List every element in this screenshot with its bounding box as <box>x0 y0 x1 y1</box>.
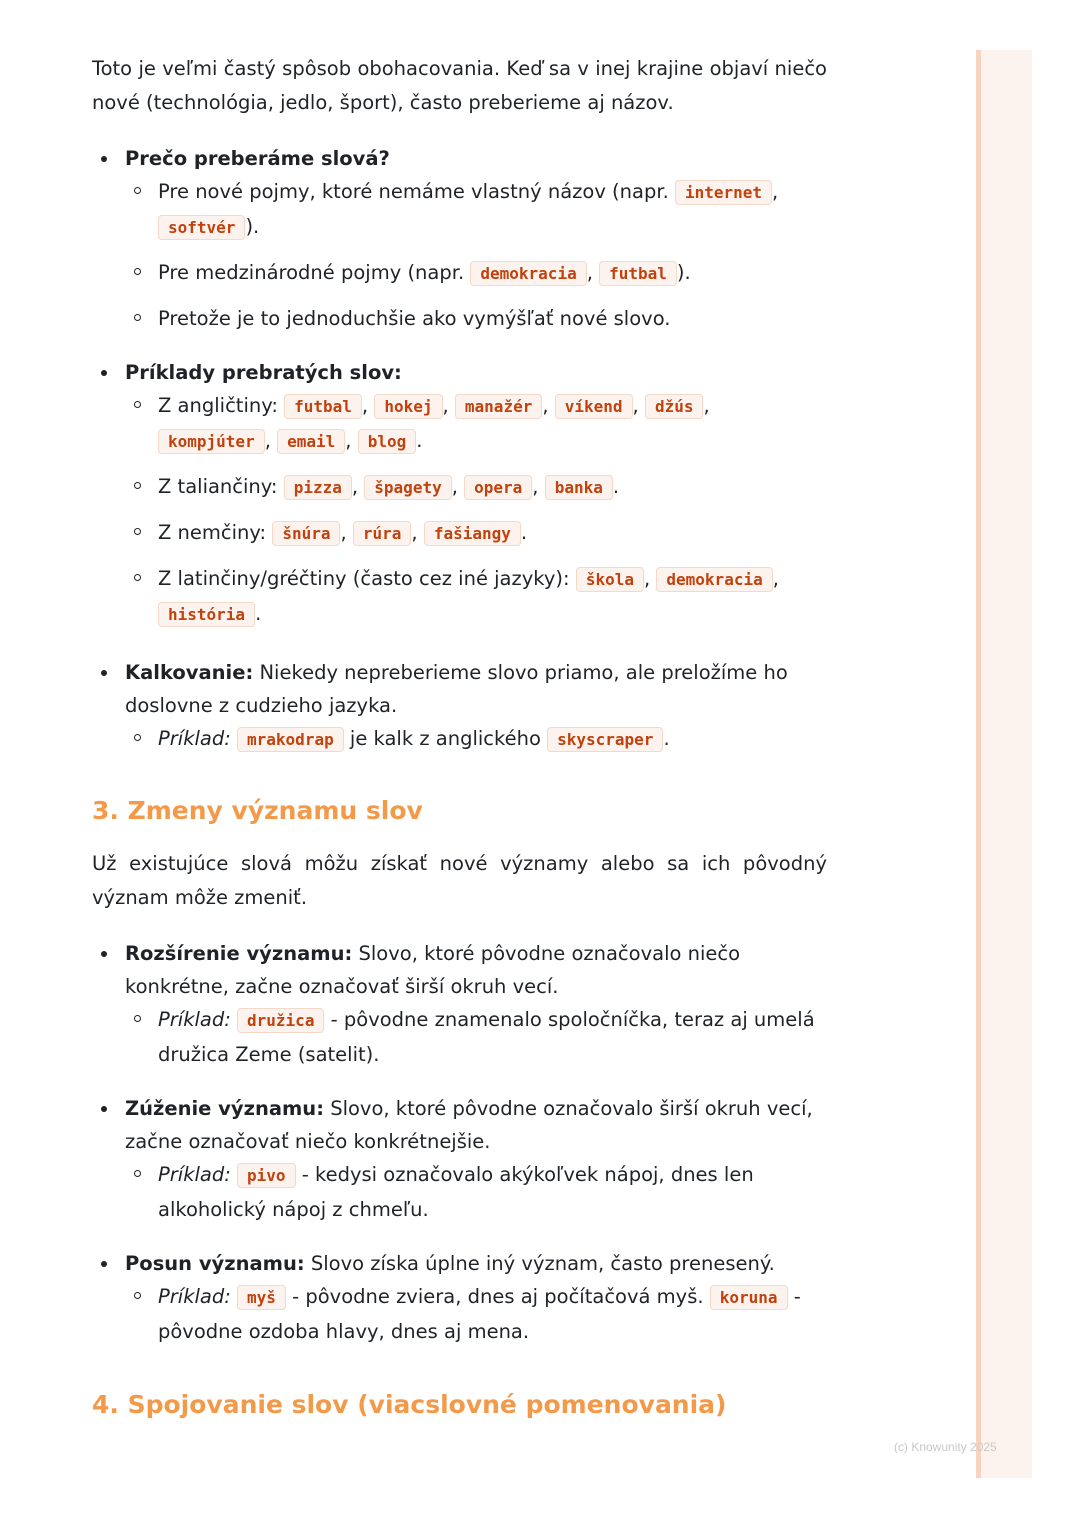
section-3-intro: Už existujúce slová môžu získať nové významy alebo sa ich pôvodný význam môže zmeniť. <box>92 852 827 909</box>
shift-label: Posun významu: <box>125 1252 305 1275</box>
copyright-footer: (c) Knowunity 2025 <box>894 1440 997 1454</box>
code-term: rúra <box>353 521 412 546</box>
code-term: myš <box>237 1285 286 1310</box>
document-content <box>92 52 827 1422</box>
calque-label: Kalkovanie: <box>125 661 254 684</box>
list-item-example: Príklad: mrakodrap je kalk z anglického skyscraper . <box>125 722 827 757</box>
list-item-german: Z nemčiny: šnúra , rúra , fašiangy . <box>125 516 827 551</box>
code-term: hokej <box>374 394 442 419</box>
list-calque <box>92 656 827 757</box>
code-term: história <box>158 602 255 627</box>
code-term: pizza <box>284 475 352 500</box>
code-term: internet <box>675 180 772 205</box>
code-term: blog <box>358 429 417 454</box>
widening-label: Rozšírenie významu: <box>125 942 353 965</box>
code-term: mrakodrap <box>237 727 344 752</box>
list-item-latin: Z latinčiny/gréčtiny (často cez iné jazyky): škola , demokracia , história . <box>125 562 827 632</box>
sublist-shift <box>125 1280 827 1349</box>
code-term: futbal <box>599 261 677 286</box>
list-item-widening: Rozšírenie významu: Slovo, ktoré pôvodne označovalo niečo konkrétne, začne označovať širší okruh vecí. Príklad: družica - pôvodne znamenalo spoločníčka, teraz aj umelá družica Zeme (satelit). <box>92 937 827 1072</box>
sublist-narrowing <box>125 1158 827 1227</box>
sublist-why <box>125 175 827 336</box>
list-item: Pre medzinárodné pojmy (napr. demokracia , futbal ). <box>125 256 827 291</box>
why-heading: Prečo preberáme slová? <box>125 147 390 170</box>
section-3-heading: 3. Zmeny významu slov <box>92 796 423 825</box>
list-item-italian: Z taliančiny: pizza , špagety , opera , banka . <box>125 470 827 505</box>
code-term: demokracia <box>470 261 586 286</box>
list-item-shift: Posun významu: Slovo získa úplne iný význam, často prenesený. Príklad: myš - pôvodne zviera, dnes aj počítačová myš. koruna - pôvodne ozdoba hlavy, dnes aj mena. <box>92 1247 827 1349</box>
list-item-examples <box>92 356 827 632</box>
list-narrowing <box>92 1092 827 1227</box>
code-term: koruna <box>710 1285 788 1310</box>
examples-heading: Príklady prebratých slov: <box>125 361 402 384</box>
sublist-calque <box>125 722 827 757</box>
sublist-widening <box>125 1003 827 1072</box>
code-term: družica <box>237 1008 324 1033</box>
list-item-english: Z angličtiny: futbal , hokej , manažér , víkend , džús , kompjúter , email , blog . <box>125 389 827 459</box>
code-term: špagety <box>364 475 451 500</box>
list-widening <box>92 937 827 1072</box>
code-term: demokracia <box>656 567 772 592</box>
list-item-example: Príklad: myš - pôvodne zviera, dnes aj počítačová myš. koruna - pôvodne ozdoba hlavy, dnes aj mena. <box>125 1280 827 1349</box>
list-shift <box>92 1247 827 1349</box>
code-term: opera <box>464 475 532 500</box>
list-item-example: Príklad: družica - pôvodne znamenalo spoločníčka, teraz aj umelá družica Zeme (satelit). <box>125 1003 827 1072</box>
list-item-narrowing: Zúženie významu: Slovo, ktoré pôvodne označovalo širší okruh vecí, začne označovať niečo konkrétnejšie. Príklad: pivo - kedysi označovalo akýkoľvek nápoj, dnes len alkoholický nápoj z chmeľu. <box>92 1092 827 1227</box>
list-item-example: Príklad: pivo - kedysi označovalo akýkoľvek nápoj, dnes len alkoholický nápoj z chmeľu. <box>125 1158 827 1227</box>
list-examples <box>92 356 827 632</box>
side-accent-line <box>976 50 981 1478</box>
code-term: email <box>277 429 345 454</box>
code-term: džús <box>645 394 704 419</box>
code-term: softvér <box>158 215 245 240</box>
list-item-calque: Kalkovanie: Niekedy nepreberieme slovo priamo, ale preložíme ho doslovne z cudzieho jazyka. Príklad: mrakodrap je kalk z anglického skyscraper . <box>92 656 827 757</box>
sublist-examples <box>125 389 827 632</box>
code-term: skyscraper <box>547 727 663 752</box>
code-term: škola <box>576 567 644 592</box>
code-term: šnúra <box>272 521 340 546</box>
list-item: Pretože je to jednoduchšie ako vymýšľať nové slovo. <box>125 302 827 336</box>
code-term: banka <box>545 475 613 500</box>
list-why <box>92 142 827 336</box>
section-4-heading: 4. Spojovanie slov (viacslovné pomenovania) <box>92 1390 727 1419</box>
code-term: futbal <box>284 394 362 419</box>
code-term: pivo <box>237 1163 296 1188</box>
code-term: fašiangy <box>424 521 521 546</box>
side-stripe <box>976 50 1032 1478</box>
code-term: víkend <box>555 394 633 419</box>
narrowing-label: Zúženie významu: <box>125 1097 324 1120</box>
code-term: kompjúter <box>158 429 265 454</box>
list-item-why <box>92 142 827 336</box>
intro-paragraph: Toto je veľmi častý spôsob obohacovania. Keď sa v inej krajine objaví niečo nové (technológia, jedlo, šport), často preberieme aj názov. <box>92 57 827 114</box>
code-term: manažér <box>455 394 542 419</box>
list-item: Pre nové pojmy, ktoré nemáme vlastný názov (napr. internet , softvér ). <box>125 175 827 245</box>
